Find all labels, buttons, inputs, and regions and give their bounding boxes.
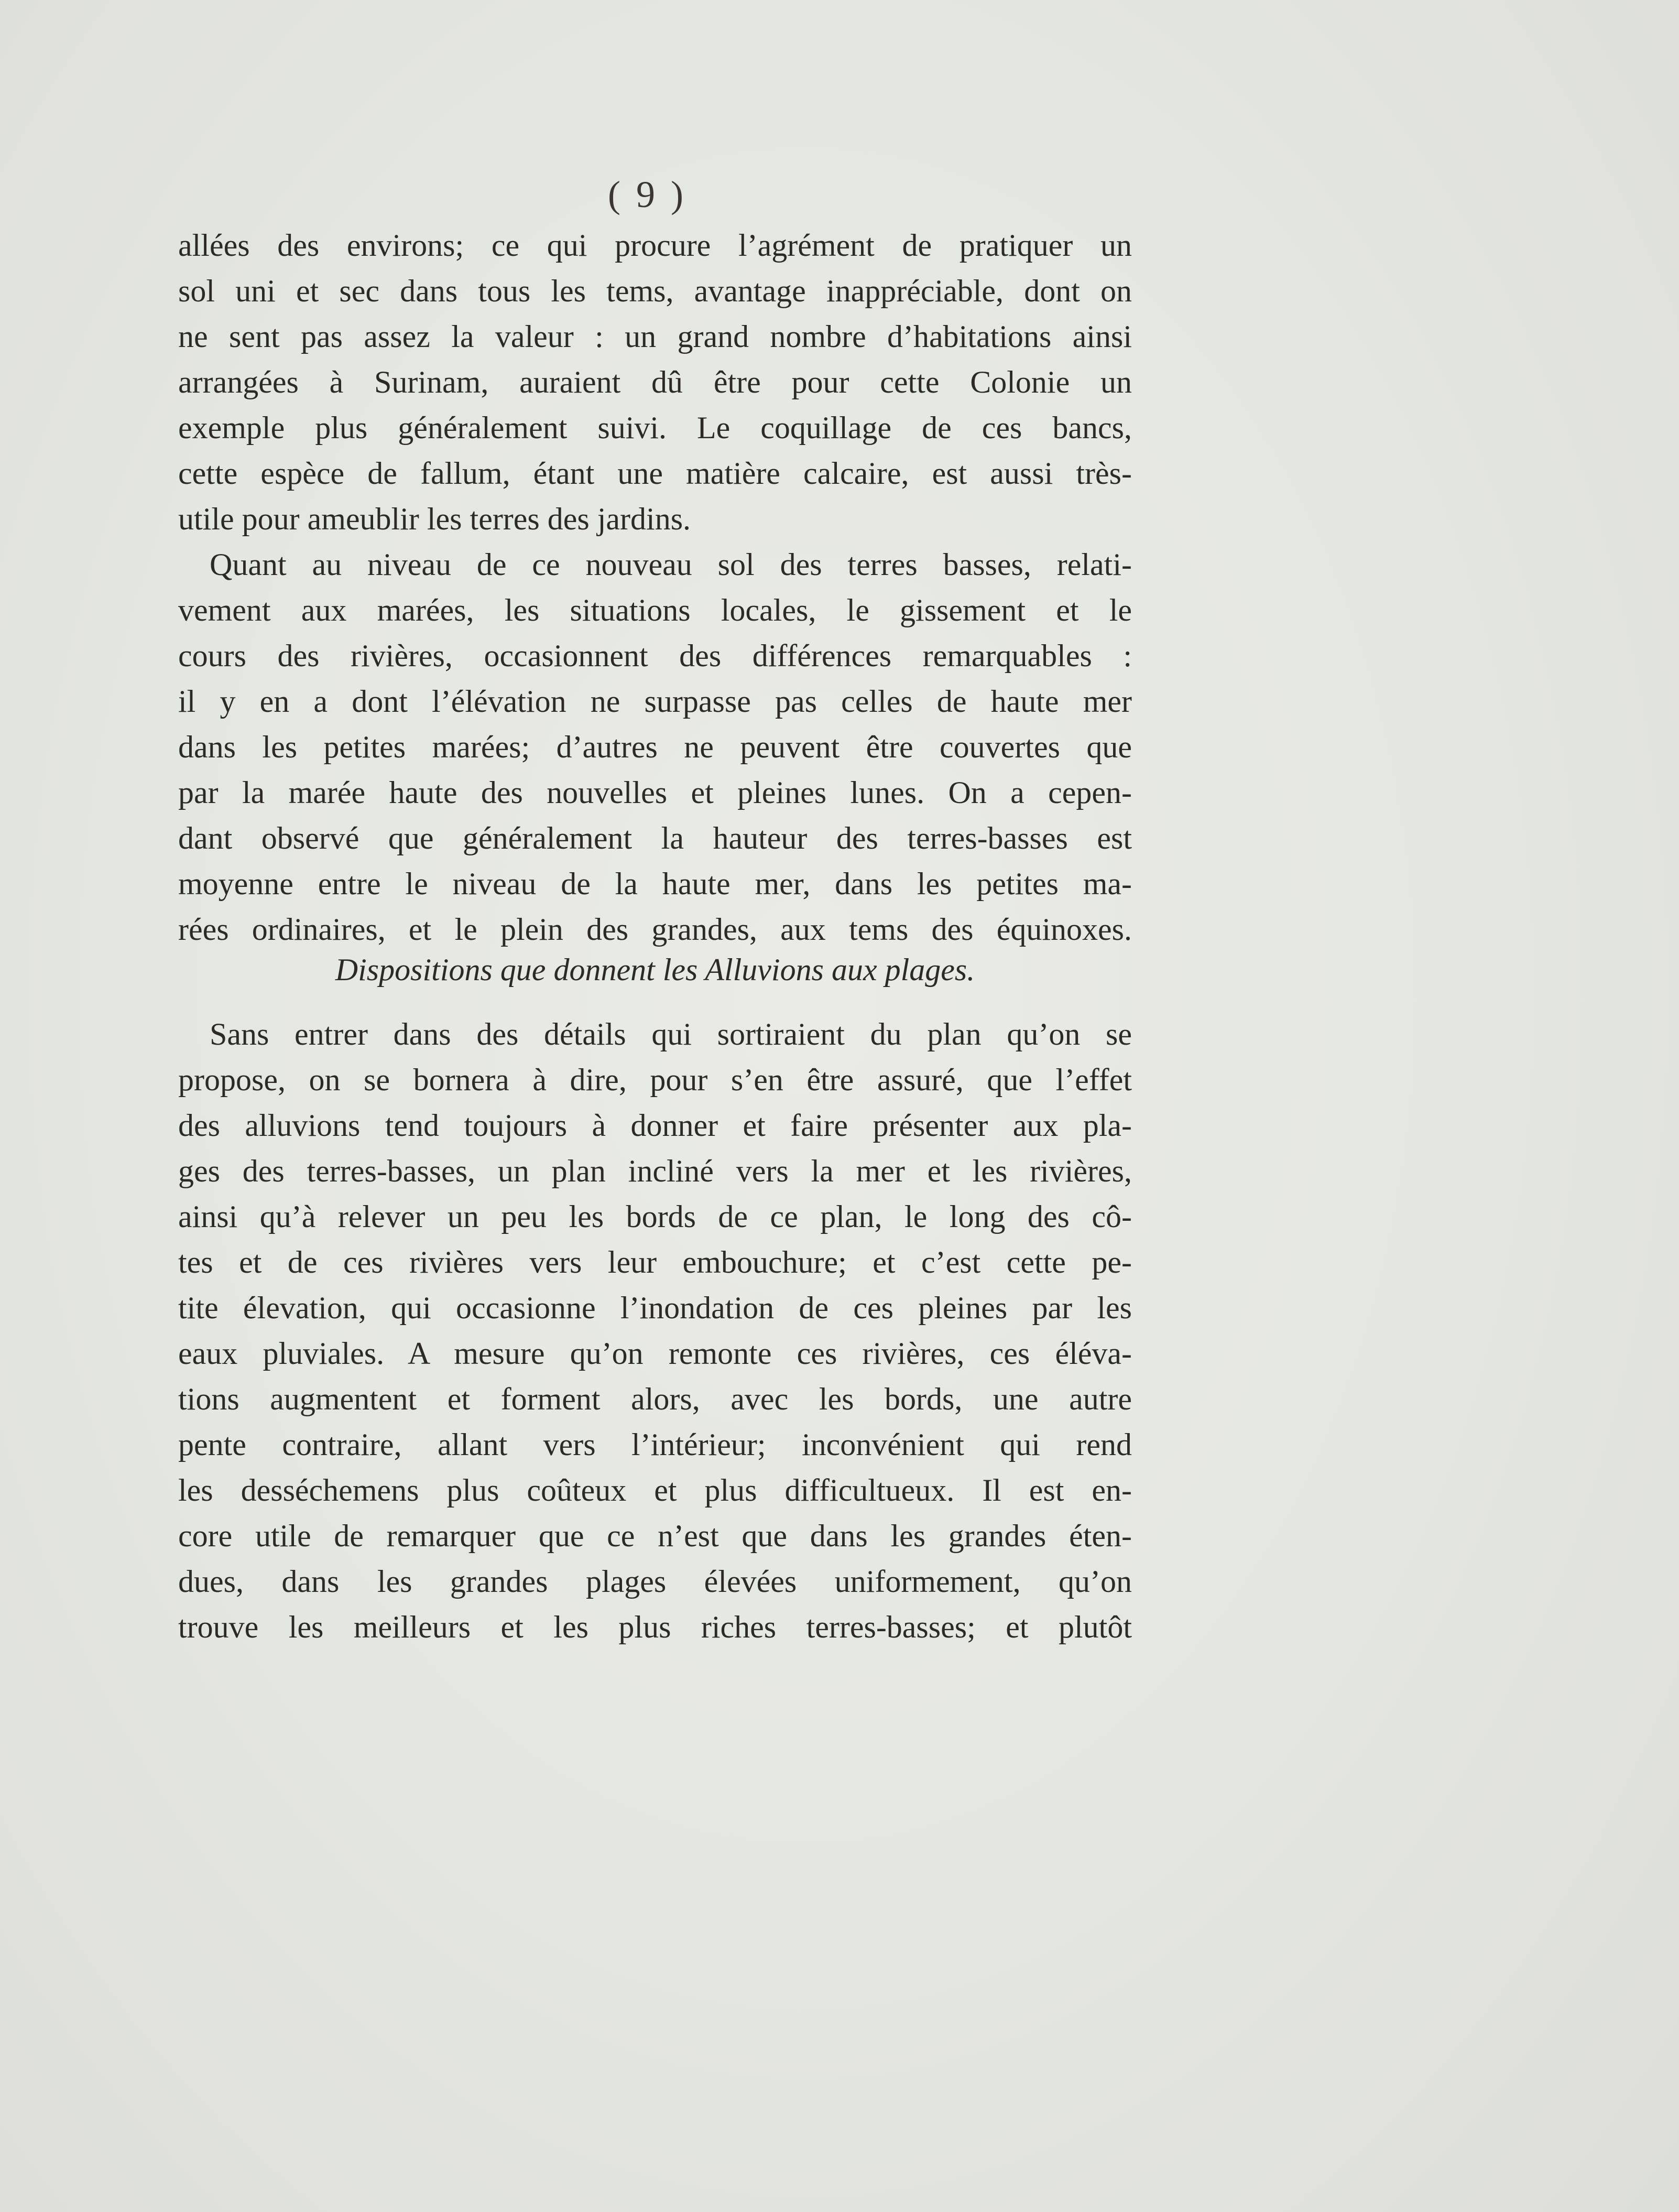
text-line: core utile de remarquer que ce n’est que dans les grandes éten- — [178, 1519, 1132, 1553]
paragraph-3 — [178, 1012, 1132, 1650]
text-line: ges des terres-basses, un plan incliné vers la mer et les rivières, — [178, 1154, 1132, 1188]
text-line: cette espèce de fallum, étant une matière calcaire, est aussi très- — [178, 456, 1132, 491]
text-line: dues, dans les grandes plages élevées uniformement, qu’on — [178, 1564, 1132, 1599]
text-line: rées ordinaires, et le plein des grandes, aux tems des équinoxes. — [178, 912, 1132, 947]
text-line: Quant au niveau de ce nouveau sol des terres basses, relati- — [210, 547, 1132, 582]
text-line: arrangées à Surinam, auraient dû être pour cette Colonie un — [178, 365, 1132, 399]
text-line: allées des environs; ce qui procure l’agrément de pratiquer un — [178, 228, 1132, 263]
text-line: vement aux marées, les situations locales, le gissement et le — [178, 593, 1132, 627]
text-line: utile pour ameublir les terres des jardins. — [178, 502, 691, 536]
page-number: ( 9 ) — [608, 174, 686, 215]
text-line: propose, on se bornera à dire, pour s’en être assuré, que l’effet — [178, 1062, 1132, 1097]
text-line: Sans entrer dans des détails qui sortiraient du plan qu’on se — [210, 1017, 1132, 1051]
text-line: eaux pluviales. A mesure qu’on remonte ces rivières, ces éléva- — [178, 1336, 1132, 1371]
paragraph-1 — [178, 223, 1132, 952]
text-line: pente contraire, allant vers l’intérieur; inconvénient qui rend — [178, 1427, 1132, 1462]
text-line: tite élevation, qui occasionne l’inondation de ces pleines par les — [178, 1291, 1132, 1325]
text-line: moyenne entre le niveau de la haute mer, dans les petites ma- — [178, 866, 1132, 901]
text-line: tes et de ces rivières vers leur embouchure; et c’est cette pe- — [178, 1245, 1132, 1280]
section-heading: Dispositions que donnent les Alluvions aux plages. — [335, 952, 975, 987]
text-line: dans les petites marées; d’autres ne peuvent être couvertes que — [178, 730, 1132, 764]
text-line: sol uni et sec dans tous les tems, avantage inappréciable, dont on — [178, 274, 1132, 308]
text-line: trouve les meilleurs et les plus riches terres-basses; et plutôt — [178, 1610, 1132, 1644]
text-line: les desséchemens plus coûteux et plus difficultueux. Il est en- — [178, 1473, 1132, 1508]
text-line: dant observé que généralement la hauteur des terres-basses est — [178, 821, 1132, 855]
text-line: ainsi qu’à relever un peu les bords de ce plan, le long des cô- — [178, 1199, 1132, 1234]
text-line: exemple plus généralement suivi. Le coquillage de ces bancs, — [178, 410, 1132, 445]
text-line: ne sent pas assez la valeur : un grand nombre d’habitations ainsi — [178, 319, 1132, 354]
text-line: cours des rivières, occasionnent des différences remarquables : — [178, 638, 1132, 673]
text-line: tions augmentent et forment alors, avec les bords, une autre — [178, 1382, 1132, 1416]
text-line: des alluvions tend toujours à donner et faire présenter aux pla- — [178, 1108, 1132, 1143]
text-line: il y en a dont l’élévation ne surpasse pas celles de haute mer — [178, 684, 1132, 719]
text-line: par la marée haute des nouvelles et pleines lunes. On a cepen- — [178, 775, 1132, 810]
